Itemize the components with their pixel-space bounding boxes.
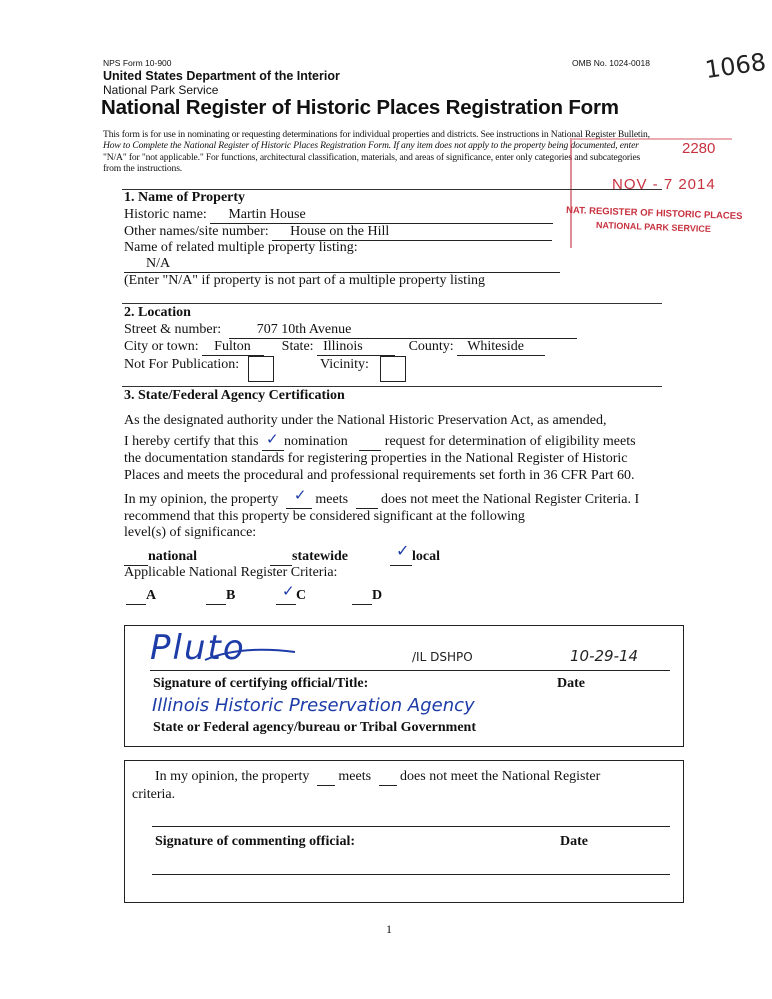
section-2-heading: 2. Location [124,305,191,320]
level-checkline[interactable] [390,541,412,566]
city-field[interactable]: Fulton [202,339,264,356]
related-listing-note: (Enter "N/A" if property is not part of a multiple property listing [124,273,485,288]
level-label: statewide [292,549,348,564]
city-label: City or town: [124,339,199,354]
signature-flourish-icon [200,640,300,670]
certifying-date-label: Date [557,676,585,691]
level-label: national [148,549,198,564]
state-label: State: [281,339,314,354]
determination-checkline[interactable] [359,434,381,451]
check-mark-icon: ✓ [282,582,295,600]
commenting-signature-label: Signature of commenting official: [155,834,355,849]
level-label: local [412,549,440,564]
omb-number: OMB No. 1024-0018 [572,58,650,68]
commenting-opinion-text: does not meet the National Register [400,769,601,784]
commenting-opinion-line [155,769,600,786]
other-names-label: Other names/site number: [124,224,269,239]
stamp-line: NATIONAL PARK SERVICE [595,219,711,235]
certifying-title-hand: /IL DSHPO [412,650,473,664]
stamp-line: NAT. REGISTER OF HISTORIC PLACES [565,204,743,223]
section-divider [122,303,662,304]
historic-name-label: Historic name: [124,207,207,222]
certifying-agency-label: State or Federal agency/bureau or Tribal Government [153,720,477,735]
criterion-checkline[interactable] [206,588,226,605]
commenting-date-label: Date [560,834,588,849]
check-mark-icon: ✓ [293,486,307,504]
opinion-text-line: recommend that this property be considered significant at the following [124,509,525,524]
determination-text: request for determination of eligibility meets [384,434,636,449]
historic-name-row [124,207,553,224]
county-label: County: [408,339,454,354]
does-not-meet-checkline[interactable] [356,492,378,509]
intro-line: from the instructions. [103,163,183,175]
level-local[interactable] [390,541,440,566]
opinion-text-line: level(s) of significance: [124,525,257,540]
certify-text-line: Places and meets the procedural and professional requirements set forth in 36 CFR Part 60. [124,468,635,483]
certification-authority-text: As the designated authority under the National Historic Preservation Act, as amended, [124,413,607,428]
meets-checkline[interactable] [286,486,312,509]
page-number: 1 [386,922,392,936]
certify-text: I hereby certify that this [124,434,259,449]
opinion-text: In my opinion, the property [124,492,279,507]
service-name: National Park Service [103,83,219,97]
related-listing-field[interactable]: N/A [124,256,560,273]
criterion-label: B [226,588,236,603]
street-label: Street & number: [124,322,222,337]
other-names-field[interactable]: House on the Hill [272,224,552,241]
certifying-agency-hand: Illinois Historic Preservation Agency [152,695,475,716]
nomination-checkline[interactable] [262,430,284,451]
intro-line: "N/A" for "not applicable." For functions, architectural classification, materials, and areas of significance, enter only categories and subcategories [103,151,641,163]
check-mark-icon: ✓ [266,430,279,448]
level-national[interactable] [124,549,197,566]
section-3-heading: 3. State/Federal Agency Certification [124,388,345,403]
commenting-agency-line[interactable] [152,874,670,875]
intro-line: This form is for use in nominating or requesting determinations for individual properties and districts. See instructions in National Register Bulletin, [103,129,650,140]
stamp-number: 2280 [682,140,716,157]
criterion-label: D [372,588,383,603]
criteria-label: Applicable National Register Criteria: [124,565,338,580]
intro-line: How to Complete the National Register of Historic Places Registration Form. If any item does not apply to the property being documented, enter [103,140,639,152]
signature-line [150,670,670,671]
form-number: NPS Form 10-900 [103,58,172,68]
section-divider [122,386,662,387]
commenting-does-not-meet-checkline[interactable] [379,769,397,786]
state-field[interactable]: Illinois [317,339,395,356]
street-row [124,322,577,339]
criterion-checkline[interactable] [276,582,296,605]
level-checkline[interactable] [270,549,292,566]
county-field[interactable]: Whiteside [457,339,545,356]
related-listing-label: Name of related multiple property listing: [124,240,358,255]
handwritten-annotation: 1068 [703,47,768,85]
criterion-label: C [296,588,307,603]
not-for-publication-label: Not For Publication: [124,357,240,372]
department-name: United States Department of the Interior [103,69,340,83]
criterion-checkline[interactable] [352,588,372,605]
certify-text-line: the documentation standards for registering properties in the National Register of Historic [124,451,628,466]
criterion-c[interactable] [276,582,307,605]
meets-label: meets [315,492,349,507]
level-checkline[interactable] [124,549,148,566]
section-1-heading: 1. Name of Property [124,190,246,205]
vicinity-checkbox[interactable] [380,356,406,382]
certifying-date-hand: 10-29-14 [570,647,639,665]
street-field[interactable]: 707 10th Avenue [229,322,577,339]
stamp-date: NOV - 7 2014 [612,176,716,193]
level-statewide[interactable] [270,549,348,566]
not-for-publication-checkbox[interactable] [248,356,274,382]
commenting-meets-checkline[interactable] [317,769,335,786]
criterion-label: A [146,588,157,603]
commenting-criteria-text: criteria. [132,787,176,802]
commenting-meets-label: meets [338,769,372,784]
other-names-row [124,224,552,241]
vicinity-label: Vicinity: [320,357,369,372]
historic-name-field[interactable]: Martin House [210,207,553,224]
form-title: National Register of Historic Places Registration Form [101,96,619,119]
certifying-signature: Pluto [150,628,246,668]
opinion-line [124,486,640,509]
criterion-b[interactable] [206,588,235,605]
nomination-label: nomination [284,434,348,449]
criterion-checkline[interactable] [126,588,146,605]
criterion-d[interactable] [352,588,382,605]
does-not-meet-text: does not meet the National Register Criteria. I [381,492,640,507]
certifying-signature-label: Signature of certifying official/Title: [153,676,369,691]
commenting-opinion-text: In my opinion, the property [155,769,310,784]
check-mark-icon: ✓ [396,541,410,560]
commenting-signature-line[interactable] [152,826,670,827]
certify-line [124,430,636,451]
criterion-a[interactable] [126,588,156,605]
city-row [124,339,545,356]
